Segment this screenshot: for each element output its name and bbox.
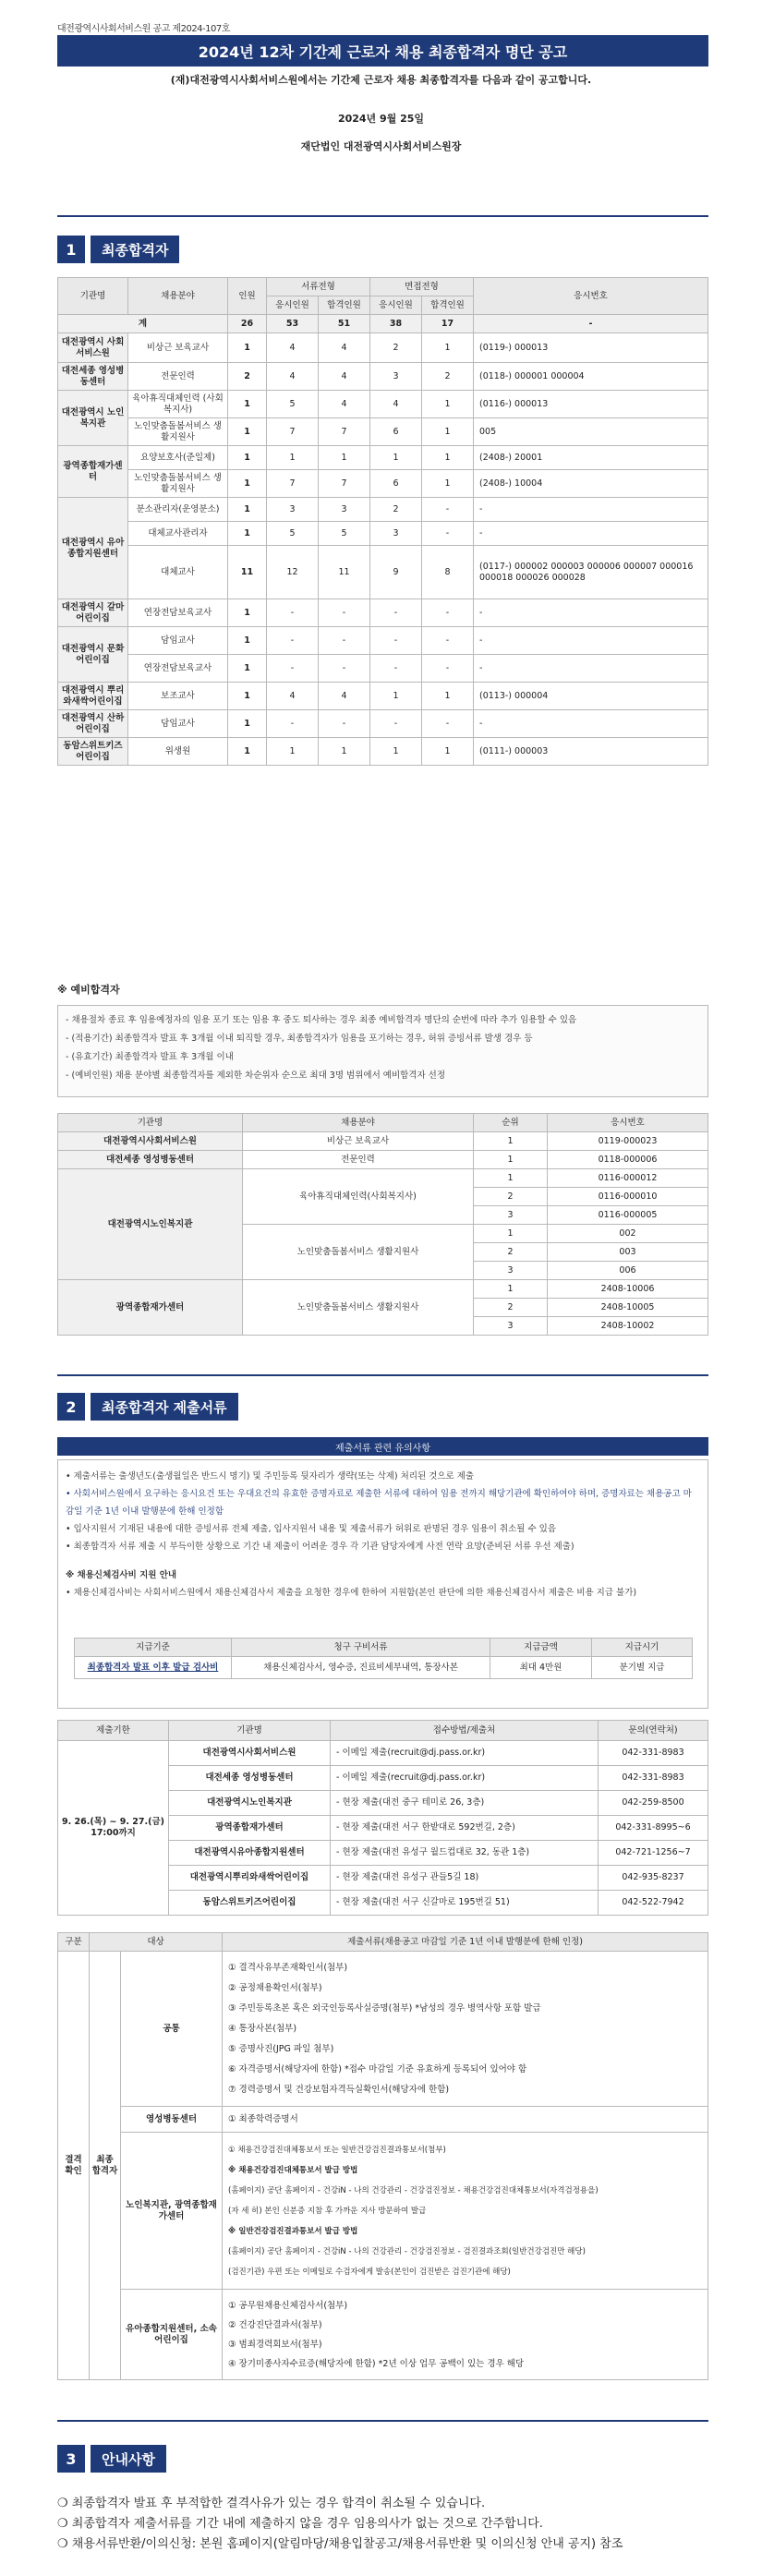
reserve-field: 비상근 보육교사 (243, 1132, 474, 1151)
doc-item: (자 세 히) 본인 신분증 지참 후 가까운 지사 방문하여 발급 (228, 2206, 427, 2216)
field-cell: 요양보호사(준일제) (128, 446, 228, 470)
no-cell: (0117-) 000002 000003 000006 000007 000016 000018 000026 000028 (474, 546, 708, 599)
submit-agency: 동암스위트키즈어린이집 (169, 1891, 331, 1916)
reserve-agency: 대전광역시사회서비스원 (58, 1132, 243, 1151)
submit-tel: 042-331-8995~6 (599, 1816, 708, 1841)
th-kind: 구분 (58, 1933, 90, 1952)
doc-app-cell: 4 (267, 363, 319, 391)
notice-header: 제출서류 관련 유의사항 (57, 1437, 708, 1456)
reserve-agency: 광역종합재가센터 (58, 1280, 243, 1336)
doc-pass-cell: 7 (319, 418, 370, 446)
submit-agency: 대전광역시사회서비스원 (169, 1741, 331, 1766)
no-cell: (0119-) 000013 (474, 333, 708, 363)
doc-item: (홈페이지) 공단 홈페이지 - 건강iN - 나의 건강관리 - 건강검진정보 - 채용건강검진대체통보서(자격검정용을) (228, 2185, 599, 2195)
reserve-rank: 1 (474, 1132, 548, 1151)
reserve-rank: 2 (474, 1299, 548, 1317)
iv-pass-cell: 1 (422, 683, 474, 710)
doc-item: ⑤ 증명사진(JPG 파일 첨부) (228, 2043, 334, 2054)
no-cell: (0111-) 000003 (474, 738, 708, 766)
exam-table (74, 1638, 693, 1679)
agency-cell: 동암스위트키즈 어린이집 (58, 738, 128, 766)
reserve-note: - 채용절차 종료 후 임용예정자의 임용 포기 또는 임용 후 중도 퇴사하는 경우 최종 예비합격자 명단의 순번에 따라 추가 임용할 수 있음 (66, 1015, 577, 1025)
th-amount: 지급금액 (490, 1639, 592, 1657)
no-cell: - (474, 710, 708, 738)
field-cell: 담임교사 (128, 710, 228, 738)
reserve-title: ※ 예비합격자 (57, 984, 120, 996)
docs-elder-list (223, 2133, 708, 2290)
count-cell: 1 (228, 655, 267, 683)
reserve-field: 전문인력 (243, 1151, 474, 1169)
section-number: 1 (57, 236, 85, 263)
field-cell: 담임교사 (128, 627, 228, 655)
submit-method: - 현장 제출(대전 유성구 관들5길 18) (331, 1866, 599, 1891)
field-cell: 연장전담보육교사 (128, 599, 228, 627)
reserve-no: 2408-10006 (548, 1280, 708, 1299)
iv-pass-cell: 1 (422, 738, 474, 766)
reserve-no: 2408-10005 (548, 1299, 708, 1317)
total-count: 26 (228, 315, 267, 333)
reserve-rank: 3 (474, 1262, 548, 1280)
page-title: 2024년 12차 기간제 근로자 채용 최종합격자 명단 공고 (57, 35, 708, 67)
no-cell: - (474, 522, 708, 546)
reserve-field: 육아휴직대체인력(사회복지사) (243, 1169, 474, 1225)
field-cell: 노인맞춤돌봄서비스 생활지원사 (128, 470, 228, 498)
iv-app-cell: - (370, 627, 422, 655)
doc-item: (홈페이지) 공단 홈페이지 - 건강iN - 나의 건강관리 - 건강검진정보 - 검진결과조회(일반건강검진만 해당) (228, 2246, 586, 2256)
reserve-agency: 대전광역시노인복지관 (58, 1169, 243, 1280)
th-basis: 지급기준 (75, 1639, 232, 1657)
agency-cell: 대전광역시 노인복지관 (58, 391, 128, 446)
doc-item: ③ 범죄경력회보서(첨부) (228, 2339, 322, 2350)
iv-pass-cell: - (422, 627, 474, 655)
no-cell: (2408-) 20001 (474, 446, 708, 470)
docs-ysc-label: 영성병동센터 (121, 2107, 223, 2133)
field-cell: 비상근 보육교사 (128, 333, 228, 363)
doc-item: ① 결격사유부존재확인서(첨부) (228, 1962, 348, 1973)
count-cell: 1 (228, 627, 267, 655)
doc-item: ※ 채용건강검진대체통보서 발급 방법 (228, 2165, 358, 2175)
no-cell: (0113-) 000004 (474, 683, 708, 710)
doc-app-cell: 4 (267, 683, 319, 710)
iv-pass-cell: 8 (422, 546, 474, 599)
submit-method: - 현장 제출(대전 서구 한밭대로 592번길, 2층) (331, 1816, 599, 1841)
doc-item: ① 최종학력증명서 (223, 2107, 708, 2133)
submit-period: 9. 26.(목) ~ 9. 27.(금) 17:00까지 (58, 1741, 169, 1916)
submit-tel: 042-331-8983 (599, 1766, 708, 1791)
exam-amount: 최대 4만원 (490, 1657, 592, 1679)
reserve-no: 0118-000006 (548, 1151, 708, 1169)
guide-list (57, 2494, 708, 2555)
th-no: 응시번호 (474, 278, 708, 315)
doc-app-cell: 12 (267, 546, 319, 599)
th-doc: 서류전형 (267, 278, 370, 296)
doc-pass-cell: 7 (319, 470, 370, 498)
section-title: 안내사항 (91, 2445, 166, 2473)
iv-app-cell: 2 (370, 498, 422, 522)
exam-docs: 채용신체검사서, 영수증, 진료비세부내역, 통장사본 (232, 1657, 490, 1679)
doc-app-cell: 4 (267, 333, 319, 363)
th-agency: 기관명 (58, 1114, 243, 1132)
divider (57, 2420, 708, 2422)
field-cell: 대체교사관리자 (128, 522, 228, 546)
no-cell: (2408-) 10004 (474, 470, 708, 498)
doc-pass-cell: - (319, 599, 370, 627)
iv-pass-cell: - (422, 655, 474, 683)
no-cell: (0116-) 000013 (474, 391, 708, 418)
iv-pass-cell: - (422, 710, 474, 738)
submit-agency: 대전세종 영성병동센터 (169, 1766, 331, 1791)
count-cell: 11 (228, 546, 267, 599)
doc-pass-cell: 4 (319, 363, 370, 391)
count-cell: 1 (228, 498, 267, 522)
notice-item: • 입사지원서 기재된 내용에 대한 증빙서류 전체 제출, 입사지원서 내용 및 제출서류가 허위로 판명된 경우 임용이 취소될 수 있음 (66, 1524, 557, 1534)
doc-app-cell: 5 (267, 391, 319, 418)
reserve-no: 002 (548, 1225, 708, 1243)
reserve-no: 0116-000012 (548, 1169, 708, 1188)
field-cell: 전문인력 (128, 363, 228, 391)
doc-pass-cell: 4 (319, 391, 370, 418)
issuer: 재단법인 대전광역시사회서비스원장 (300, 140, 462, 152)
doc-item: ⑥ 자격증명서(해당자에 한함) *접수 마감일 기준 유효하게 등록되어 있어야 함 (228, 2063, 527, 2074)
iv-pass-cell: - (422, 498, 474, 522)
notice-number: 대전광역시사회서비스원 공고 제2024-107호 (57, 24, 230, 34)
reserve-rank: 3 (474, 1317, 548, 1336)
iv-app-cell: 3 (370, 522, 422, 546)
doc-app-cell: 3 (267, 498, 319, 522)
th-doc-applicant: 응시인원 (267, 296, 319, 315)
iv-app-cell: 1 (370, 683, 422, 710)
doc-pass-cell: - (319, 627, 370, 655)
doc-app-cell: - (267, 627, 319, 655)
th-count: 인원 (228, 278, 267, 315)
th-target: 대상 (90, 1933, 223, 1952)
agency-cell: 대전광역시 유아종합지원센터 (58, 498, 128, 599)
th-iv-applicant: 응시인원 (370, 296, 422, 315)
total-doc-pass: 51 (319, 315, 370, 333)
submit-method: - 이메일 제출(recruit@dj.pass.or.kr) (331, 1741, 599, 1766)
reserve-no: 2408-10002 (548, 1317, 708, 1336)
iv-app-cell: 6 (370, 470, 422, 498)
doc-item: ④ 장기미종사자수료증(해당자에 한함) *2년 이상 업무 공백이 있는 경우 해당 (228, 2358, 525, 2369)
reserve-table (57, 1113, 708, 1336)
iv-app-cell: - (370, 655, 422, 683)
th-docs: 청구 구비서류 (232, 1639, 490, 1657)
field-cell: 노인맞춤돌봄서비스 생활지원사 (128, 418, 228, 446)
th-field: 채용분야 (243, 1114, 474, 1132)
iv-app-cell: 9 (370, 546, 422, 599)
field-cell: 보조교사 (128, 683, 228, 710)
iv-app-cell: - (370, 599, 422, 627)
count-cell: 1 (228, 470, 267, 498)
docs-elder-label: 노인복지관, 광역종합재가센터 (121, 2133, 223, 2290)
reserve-note: - (예비인원) 채용 분야별 최종합격자를 제외한 차순위자 순으로 최대 3명 범위에서 예비합격자 선정 (66, 1070, 446, 1081)
agency-cell: 대전광역시 문화어린이집 (58, 627, 128, 683)
agency-cell: 대전광역시 사회서비스원 (58, 333, 128, 363)
no-cell: - (474, 498, 708, 522)
count-cell: 1 (228, 333, 267, 363)
doc-app-cell: 1 (267, 738, 319, 766)
iv-app-cell: 4 (370, 391, 422, 418)
section-number: 2 (57, 1393, 85, 1421)
divider (57, 1374, 708, 1376)
th-docs: 제출서류(채용공고 마감일 기준 1년 이내 발행분에 한해 인정) (223, 1933, 708, 1952)
iv-app-cell: 6 (370, 418, 422, 446)
reserve-field: 노인맞춤돌봄서비스 생활지원사 (243, 1280, 474, 1336)
iv-app-cell: - (370, 710, 422, 738)
count-cell: 1 (228, 446, 267, 470)
iv-pass-cell: 2 (422, 363, 474, 391)
submit-tel: 042-331-8983 (599, 1741, 708, 1766)
doc-item: ④ 통장사본(첨부) (228, 2023, 297, 2034)
th-agency: 기관명 (58, 278, 128, 315)
reserve-rank: 2 (474, 1188, 548, 1206)
total-doc-app: 53 (267, 315, 319, 333)
count-cell: 1 (228, 522, 267, 546)
reserve-no: 0116-000005 (548, 1206, 708, 1225)
doc-app-cell: 7 (267, 418, 319, 446)
iv-pass-cell: 1 (422, 446, 474, 470)
submit-method: - 현장 제출(대전 서구 신갈마로 195번길 51) (331, 1891, 599, 1916)
submit-tel: 042-721-1256~7 (599, 1841, 708, 1866)
submit-agency: 대전광역시유아종합지원센터 (169, 1841, 331, 1866)
doc-app-cell: 1 (267, 446, 319, 470)
reserve-no: 003 (548, 1243, 708, 1262)
submit-agency: 광역종합재가센터 (169, 1816, 331, 1841)
count-cell: 1 (228, 599, 267, 627)
count-cell: 1 (228, 391, 267, 418)
field-cell: 연장전담보육교사 (128, 655, 228, 683)
doc-item: ② 건강진단결과서(첨부) (228, 2319, 322, 2330)
submit-tel: 042-259-8500 (599, 1791, 708, 1816)
doc-item: ② 공정채용확인서(첨부) (228, 1982, 322, 1993)
doc-item: ① 채용건강검진대체통보서 또는 일반건강검진결과통보서(첨부) (228, 2145, 446, 2155)
iv-app-cell: 1 (370, 738, 422, 766)
submit-agency: 대전광역시노인복지관 (169, 1791, 331, 1816)
count-cell: 1 (228, 738, 267, 766)
doc-pass-cell: 4 (319, 333, 370, 363)
exam-desc: • 채용신체검사비는 사회서비스원에서 채용신체검사서 제출을 요청한 경우에 한하여 지원함(본인 판단에 의한 채용신체검사서 제출은 비용 지급 불가) (66, 1588, 637, 1598)
exam-time: 분기별 지급 (592, 1657, 693, 1679)
count-cell: 1 (228, 418, 267, 446)
total-iv-pass: 17 (422, 315, 474, 333)
submit-tel: 042-522-7942 (599, 1891, 708, 1916)
doc-pass-cell: 11 (319, 546, 370, 599)
reserve-rank: 1 (474, 1225, 548, 1243)
iv-pass-cell: 1 (422, 391, 474, 418)
field-cell: 육아휴직대체인력 (사회복지사) (128, 391, 228, 418)
agency-cell: 대전광역시 산하어린이집 (58, 710, 128, 738)
divider (57, 215, 708, 217)
notice-item: • 제출서류는 출생년도(출생월일은 반드시 명기) 및 주민등록 뒷자리가 생략(또는 삭제) 처리된 것으로 제출 (66, 1471, 475, 1482)
field-cell: 대체교사 (128, 546, 228, 599)
agency-cell: 대전광역시 갈마어린이집 (58, 599, 128, 627)
iv-pass-cell: - (422, 522, 474, 546)
th-method: 접수방법/제출처 (331, 1721, 599, 1741)
doc-pass-cell: 1 (319, 446, 370, 470)
th-no: 응시번호 (548, 1114, 708, 1132)
doc-app-cell: - (267, 710, 319, 738)
submit-method: - 현장 제출(대전 중구 테미로 26, 3층) (331, 1791, 599, 1816)
no-cell: 005 (474, 418, 708, 446)
th-iv-pass: 합격인원 (422, 296, 474, 315)
total-no: - (474, 315, 708, 333)
count-cell: 1 (228, 710, 267, 738)
iv-app-cell: 1 (370, 446, 422, 470)
iv-app-cell: 3 (370, 363, 422, 391)
docs-child-label: 유아종합지원센터, 소속 어린이집 (121, 2290, 223, 2380)
submit-method: - 현장 제출(대전 유성구 월드컵대로 32, 동관 1층) (331, 1841, 599, 1866)
th-tel: 문의(연락처) (599, 1721, 708, 1741)
no-cell: - (474, 599, 708, 627)
doc-app-cell: - (267, 655, 319, 683)
doc-app-cell: 7 (267, 470, 319, 498)
th-interview: 면접전형 (370, 278, 474, 296)
iv-pass-cell: 1 (422, 333, 474, 363)
doc-pass-cell: - (319, 710, 370, 738)
count-cell: 1 (228, 683, 267, 710)
iv-pass-cell: - (422, 599, 474, 627)
notice-date: 2024년 9월 25일 (337, 113, 425, 125)
reserve-note: - (적용기간) 최종합격자 발표 후 3개월 이내 퇴직할 경우, 최종합격자가 임용을 포기하는 경우, 허위 증빙서류 발생 경우 등 (66, 1034, 533, 1044)
docs-child-list (223, 2290, 708, 2380)
doc-pass-cell: 4 (319, 683, 370, 710)
doc-item: ⑦ 경력증명서 및 건강보험자격득실확인서(해당자에 한함) (228, 2084, 450, 2095)
agency-cell: 대전세종 영성병동센터 (58, 363, 128, 391)
section-title: 최종합격자 제출서류 (91, 1393, 238, 1421)
reserve-note: - (유효기간) 최종합격자 발표 후 3개월 이내 (66, 1052, 234, 1062)
th-period: 제출기한 (58, 1721, 169, 1741)
docs-common-label: 공통 (121, 1952, 223, 2107)
guide-item: ❍ 채용서류반환/이의신청: 본원 홈페이지(알림마당/채용입찰공고/채용서류반환 및 이의신청 안내 공지) 참조 (57, 2537, 623, 2551)
reserve-agency: 대전세종 영성병동센터 (58, 1151, 243, 1169)
guide-item: ❍ 최종합격자 제출서류를 기간 내에 제출하지 않을 경우 임용의사가 없는 것으로 간주합니다. (57, 2517, 543, 2531)
th-doc-pass: 합격인원 (319, 296, 370, 315)
agency-cell: 광역종합재가센터 (58, 446, 128, 498)
total-label: 계 (58, 315, 228, 333)
iv-pass-cell: 1 (422, 418, 474, 446)
submit-agency: 대전광역시뿌리와새싹어린이집 (169, 1866, 331, 1891)
exam-basis: 최종합격자 발표 이후 발급 검사비 (75, 1657, 232, 1679)
doc-item: ※ 일반건강검진결과통보서 발급 방법 (228, 2226, 358, 2236)
iv-app-cell: 2 (370, 333, 422, 363)
submit-table (57, 1720, 708, 1916)
docs-kind: 결격 확인 (58, 1952, 90, 2380)
guide-item: ❍ 최종합격자 발표 후 부적합한 결격사유가 있는 경우 합격이 취소될 수 있습니다. (57, 2497, 486, 2510)
count-cell: 2 (228, 363, 267, 391)
doc-app-cell: - (267, 599, 319, 627)
doc-app-cell: 5 (267, 522, 319, 546)
section-number: 3 (57, 2445, 85, 2473)
reserve-rank: 3 (474, 1206, 548, 1225)
reserve-rank: 2 (474, 1243, 548, 1262)
th-time: 지급시기 (592, 1639, 693, 1657)
docs-group: 최종 합격자 (90, 1952, 121, 2380)
no-cell: - (474, 655, 708, 683)
no-cell: (0118-) 000001 000004 (474, 363, 708, 391)
documents-table (57, 1932, 708, 2380)
notice-item: • 최종합격자 서류 제출 시 부득이한 상황으로 기간 내 제출이 어려운 경우 각 기관 담당자에게 사전 연락 요망(준비된 서류 우선 제출) (66, 1542, 575, 1552)
th-field: 채용분야 (128, 278, 228, 315)
total-iv-app: 38 (370, 315, 422, 333)
th-agency: 기관명 (169, 1721, 331, 1741)
field-cell: 분소관리자(운영분소) (128, 498, 228, 522)
reserve-notes (57, 1005, 708, 1097)
doc-item: ① 공무원채용신체검사서(첨부) (228, 2300, 348, 2311)
field-cell: 위생원 (128, 738, 228, 766)
submit-method: - 이메일 제출(recruit@dj.pass.or.kr) (331, 1766, 599, 1791)
no-cell: - (474, 627, 708, 655)
doc-pass-cell: 3 (319, 498, 370, 522)
reserve-no: 0119-000023 (548, 1132, 708, 1151)
doc-pass-cell: - (319, 655, 370, 683)
final-pass-table (57, 277, 708, 766)
doc-item: (검진기관) 우편 또는 이메일로 수검자에게 발송(본인이 검진받은 검진기관에 해당) (228, 2267, 511, 2277)
doc-pass-cell: 5 (319, 522, 370, 546)
doc-item: ③ 주민등록초본 혹은 외국인등록사실증명(첨부) *남성의 경우 병역사항 포함 발급 (228, 2002, 541, 2014)
reserve-rank: 1 (474, 1151, 548, 1169)
submit-tel: 042-935-8237 (599, 1866, 708, 1891)
reserve-rank: 1 (474, 1169, 548, 1188)
doc-pass-cell: 1 (319, 738, 370, 766)
reserve-field: 노인맞춤돌봄서비스 생활지원사 (243, 1225, 474, 1280)
reserve-rank: 1 (474, 1280, 548, 1299)
exam-title: ※ 채용신체검사비 지원 안내 (66, 1570, 177, 1580)
docs-common-list (223, 1952, 708, 2107)
th-rank: 순위 (474, 1114, 548, 1132)
iv-pass-cell: 1 (422, 470, 474, 498)
section-title: 최종합격자 (91, 236, 179, 263)
reserve-no: 0116-000010 (548, 1188, 708, 1206)
notice-item: • 사회서비스원에서 요구하는 응시요건 또는 우대요건의 유효한 증명자료로 제출한 서류에 대하여 임용 전까지 해당기관에 확인하여야 하며, 증명자료는 채용공고 마감일 기준 1년 이내 발행분에 한해 인정함 (66, 1489, 692, 1517)
agency-cell: 대전광역시 뿌리와새싹어린이집 (58, 683, 128, 710)
reserve-no: 006 (548, 1262, 708, 1280)
intro-text: (재)대전광역시사회서비스원에서는 기간제 근로자 채용 최종합격자를 다음과 같이 공고합니다. (170, 74, 592, 86)
